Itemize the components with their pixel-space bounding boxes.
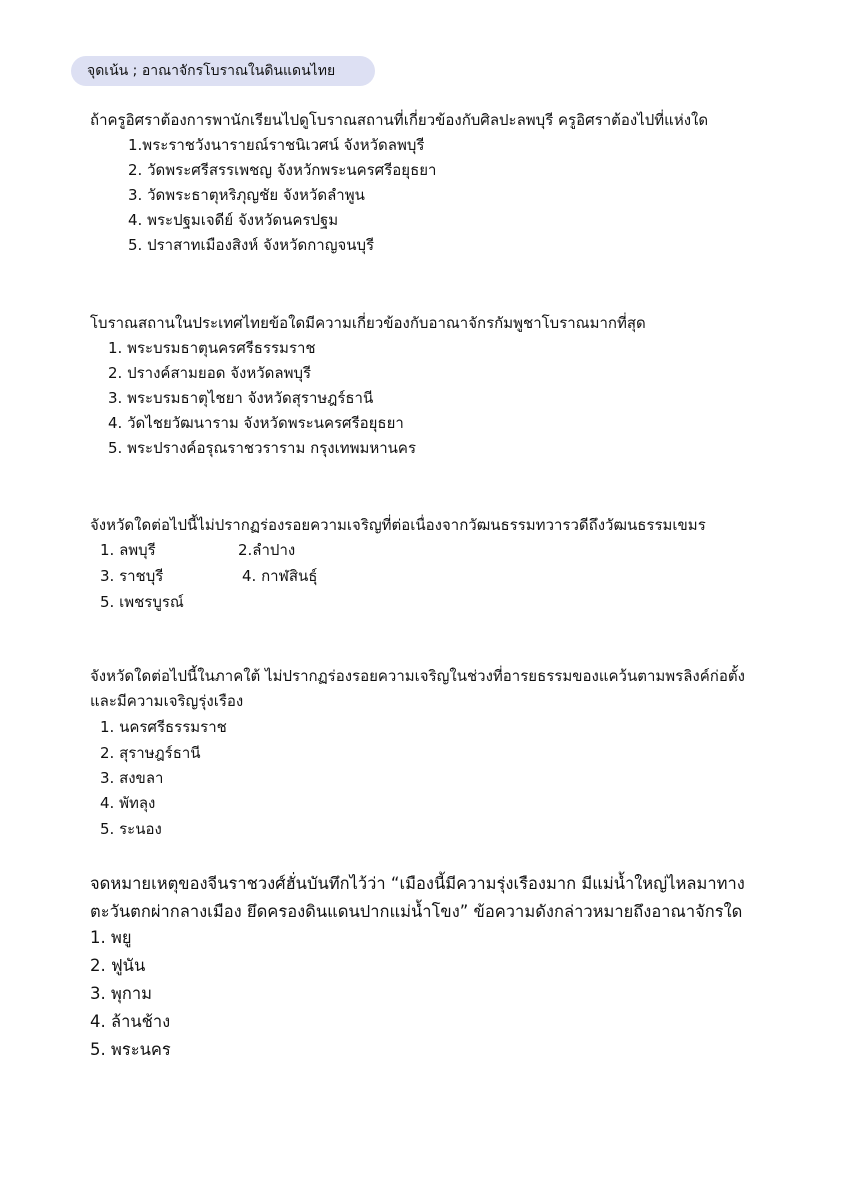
question-5-option-1: 1. พยู	[90, 928, 132, 947]
question-5-text-line-1: จดหมายเหตุของจีนราชวงศ์ฮั่นบันทึกไว้ว่า “เมืองนี้มีความรุ่งเรืองมาก มีแม่น้ำใหญ่ไหลมาทาง	[90, 874, 745, 893]
question-2-option-5: 5. พระปรางค์อรุณราชวราราม กรุงเทพมหานคร	[108, 439, 417, 457]
question-4-text-line-2: และมีความเจริญรุ่งเรือง	[90, 692, 244, 710]
question-2-option-4: 4. วัดไชยวัฒนาราม จังหวัดพระนครศรีอยุธยา	[108, 414, 404, 432]
question-5-option-3: 3. พุกาม	[90, 984, 152, 1003]
question-2-text: โบราณสถานในประเทศไทยข้อใดมีความเกี่ยวข้องกับอาณาจักรกัมพูชาโบราณมากที่สุด	[90, 314, 646, 332]
question-1-option-1: 1.พระราชวังนารายณ์ราชนิเวศน์ จังหวัดลพบุรี	[128, 136, 425, 154]
question-3	[90, 513, 780, 538]
question-1-text: ถ้าครูอิศราต้องการพานักเรียนไปดูโบราณสถานที่เกี่ยวข้องกับศิลปะลพบุรี ครูอิศราต้องไปที่แห่งใด	[90, 111, 709, 129]
question-3-option-3: 3. ราชบุรี	[100, 567, 164, 585]
question-1-option-4: 4. พระปฐมเจดีย์ จังหวัดนครปฐม	[128, 211, 339, 229]
question-4-option-4: 4. พัทลุง	[100, 794, 156, 812]
question-2-option-2: 2. ปรางค์สามยอด จังหวัดลพบุรี	[108, 364, 312, 382]
question-3-option-2: 2.ลำปาง	[238, 541, 296, 559]
question-4-option-2: 2. สุราษฎร์ธานี	[100, 744, 201, 762]
question-1-option-5: 5. ปราสาทเมืองสิงห์ จังหวัดกาญจนบุรี	[128, 236, 375, 254]
question-2-option-1: 1. พระบรมธาตุนครศรีธรรมราช	[108, 339, 316, 357]
question-4-text-line-1: จังหวัดใดต่อไปนี้ในภาคใต้ ไม่ปรากฏร่องรอยความเจริญในช่วงที่อารยธรรมของแคว้นตามพรลิงค์ก่อตั้ง	[90, 667, 745, 685]
question-2-option-3: 3. พระบรมธาตุไชยา จังหวัดสุราษฎร์ธานี	[108, 389, 374, 407]
question-5-option-2: 2. ฟูนัน	[90, 956, 146, 975]
question-4	[90, 664, 780, 714]
question-4-option-5: 5. ระนอง	[100, 820, 162, 838]
question-3-option-5: 5. เพชรบูรณ์	[100, 593, 184, 611]
question-4-option-3: 3. สงขลา	[100, 769, 164, 787]
question-3-text: จังหวัดใดต่อไปนี้ไม่ปรากฏร่องรอยความเจริญที่ต่อเนื่องจากวัฒนธรรมทวารวดีถึงวัฒนธรรมเขมร	[90, 516, 706, 534]
question-5	[90, 870, 790, 926]
question-1-option-3: 3. วัดพระธาตุหริภุญชัย จังหวัดลำพูน	[128, 186, 365, 204]
question-1	[90, 108, 780, 133]
question-3-option-1: 1. ลพบุรี	[100, 541, 156, 559]
question-5-text-line-2: ตะวันตกผ่ากลางเมือง ยึดครองดินแดนปากแม่น้ำโขง” ข้อความดังกล่าวหมายถึงอาณาจักรใด	[90, 902, 743, 921]
question-5-option-5: 5. พระนคร	[90, 1040, 171, 1059]
question-2	[90, 311, 780, 336]
question-3-option-4: 4. กาฬสินธุ์	[242, 567, 318, 585]
question-4-option-1: 1. นครศรีธรรมราช	[100, 718, 227, 736]
focus-label: จุดเน้น ; อาณาจักรโบราณในดินแดนไทย	[71, 56, 375, 86]
question-1-option-2: 2. วัดพระศรีสรรเพชญ จังหวักพระนครศรีอยุธยา	[128, 161, 437, 179]
question-5-option-4: 4. ล้านช้าง	[90, 1012, 171, 1031]
